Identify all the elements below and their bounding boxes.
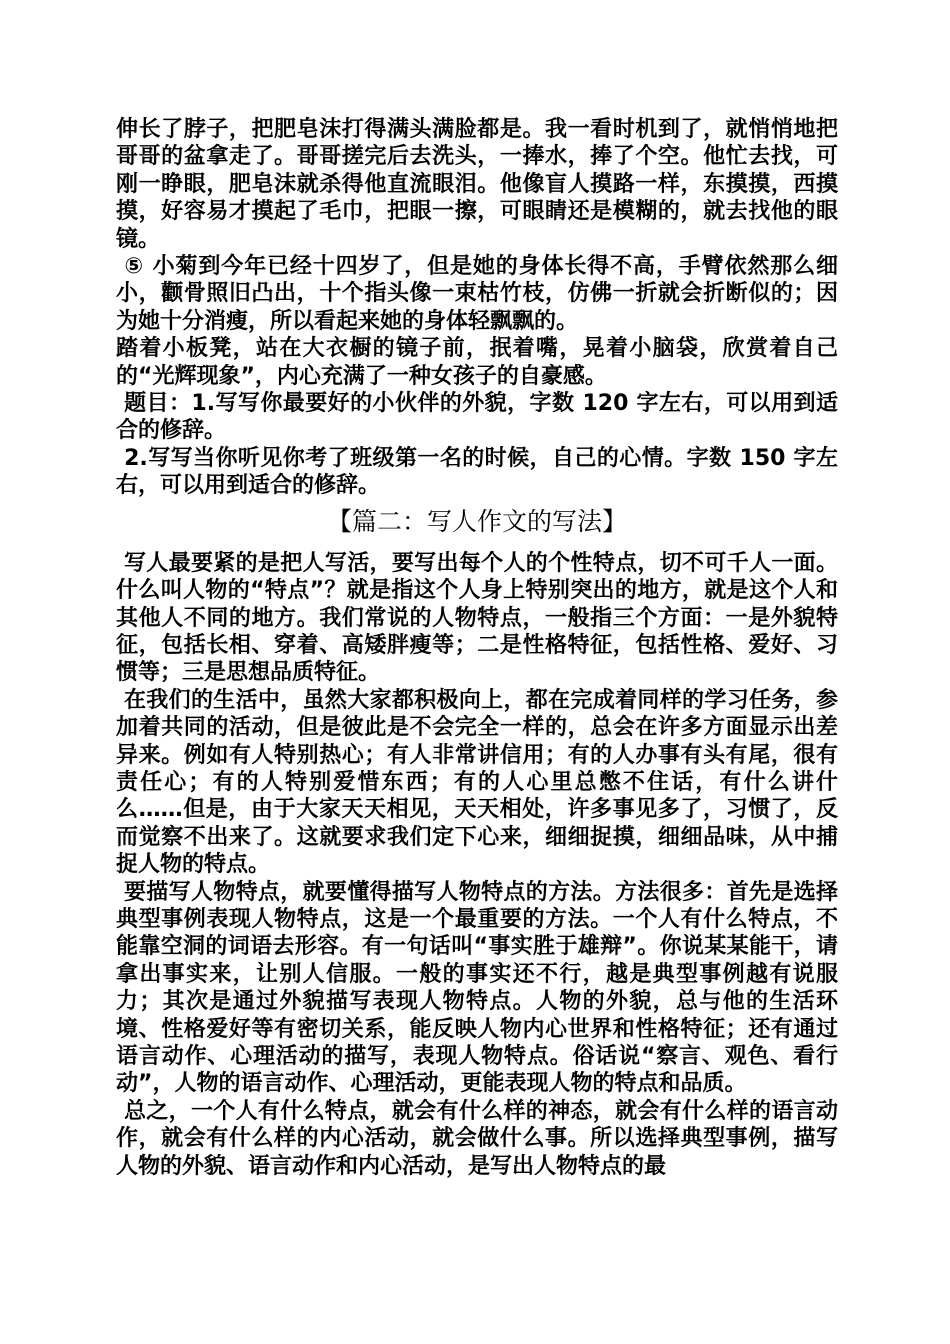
paragraph-differences: 在我们的生活中，虽然大家都积极向上，都在完成着同样的学习任务，参加着共同的活动，但是彼此是不会完全一样的，总会在许多方面显示出差异来。例如有人特别热心；有人非常讲信用；有的人办事有头有尾，很有责任心；有的人特别爱惜东西；有的人心里总憋不住话，有什么讲什么……但是，由于大家天天相见，天天相处，许多事见多了，习惯了，反而觉察不出来了。这就要求我们定下心来，细细捉摸，细细品味，从中捕捉人物的特点。	[116, 687, 838, 878]
document-page	[116, 116, 846, 1180]
paragraph-character-traits: 写人最要紧的是把人写活，要写出每个人的个性特点，切不可千人一面。 什么叫人物的“特点”？就是指这个人身上特别突出的地方，就是这个人和其他人不同的地方。我们常说的人物特点，一般指三个方面：一是外貌特征，包括长相、穿着、高矮胖瘦等；二是性格特征，包括性格、爱好、习惯等；三是思想品质特征。	[116, 550, 846, 686]
paragraph-xiaoju: ⑤ 小菊到今年已经十四岁了，但是她的身体长得不高，手臂依然那么细小，颧骨照旧凸出，十个指头像一束枯竹枝，仿佛一折就会折断似的；因为她十分消瘦，所以看起来她的身体轻飘飘的。	[116, 254, 838, 334]
paragraph-summary: 总之，一个人有什么特点，就会有什么样的神态，就会有什么样的语言动作，就会有什么样的内心活动，就会做什么事。所以选择典型事例，描写人物的外貌、语言动作和内心活动，是写出人物特点的最	[116, 1098, 838, 1179]
exercise-question-2: 2.写写当你听见你考了班级第一名的时候，自己的心情。字数 150 字左右，可以用到适合的修辞。	[116, 445, 838, 499]
section-heading: 【篇二：写人作文的写法】	[326, 506, 627, 536]
exercise-question-1: 题目：1.写写你最要好的小伙伴的外貌，字数 120 字左右，可以用到适合的修辞。	[116, 391, 838, 444]
paragraph-mirror: 踏着小板凳，站在大衣橱的镜子前，抿着嘴，晃着小脑袋，欣赏着自己的“光辉现象”，内心充满了一种女孩子的自豪感。	[116, 336, 838, 389]
paragraph-brother-bath: 伸长了脖子，把肥皂沫打得满头满脸都是。我一看时机到了，就悄悄地把哥哥的盆拿走了。哥哥搓完后去洗头，一捧水，捧了个空。他忙去找，可刚一睁眼，肥皂沫就杀得他直流眼泪。他像盲人摸路一样，东摸摸，西摸摸，好容易才摸起了毛巾，把眼一擦，可眼睛还是模糊的，就去找他的眼镜。	[116, 117, 838, 252]
paragraph-methods: 要描写人物特点，就要懂得描写人物特点的方法。方法很多：首先是选择典型事例表现人物特点，这是一个最重要的方法。一个人有什么特点，不能靠空洞的词语去形容。有一句话叫“事实胜于雄辩”。你说某某能干，请拿出事实来，让别人信服。一般的事实还不行，越是典型事例越有说服力；其次是通过外貌描写表现人物特点。人物的外貌，总与他的生活环境、性格爱好等有密切关系，能反映人物内心世界和性格特征；还有通过语言动作、心理活动的描写，表现人物特点。俗话说“察言、观色、看行动”，人物的语言动作、心理活动，更能表现人物的特点和品质。	[116, 879, 838, 1097]
